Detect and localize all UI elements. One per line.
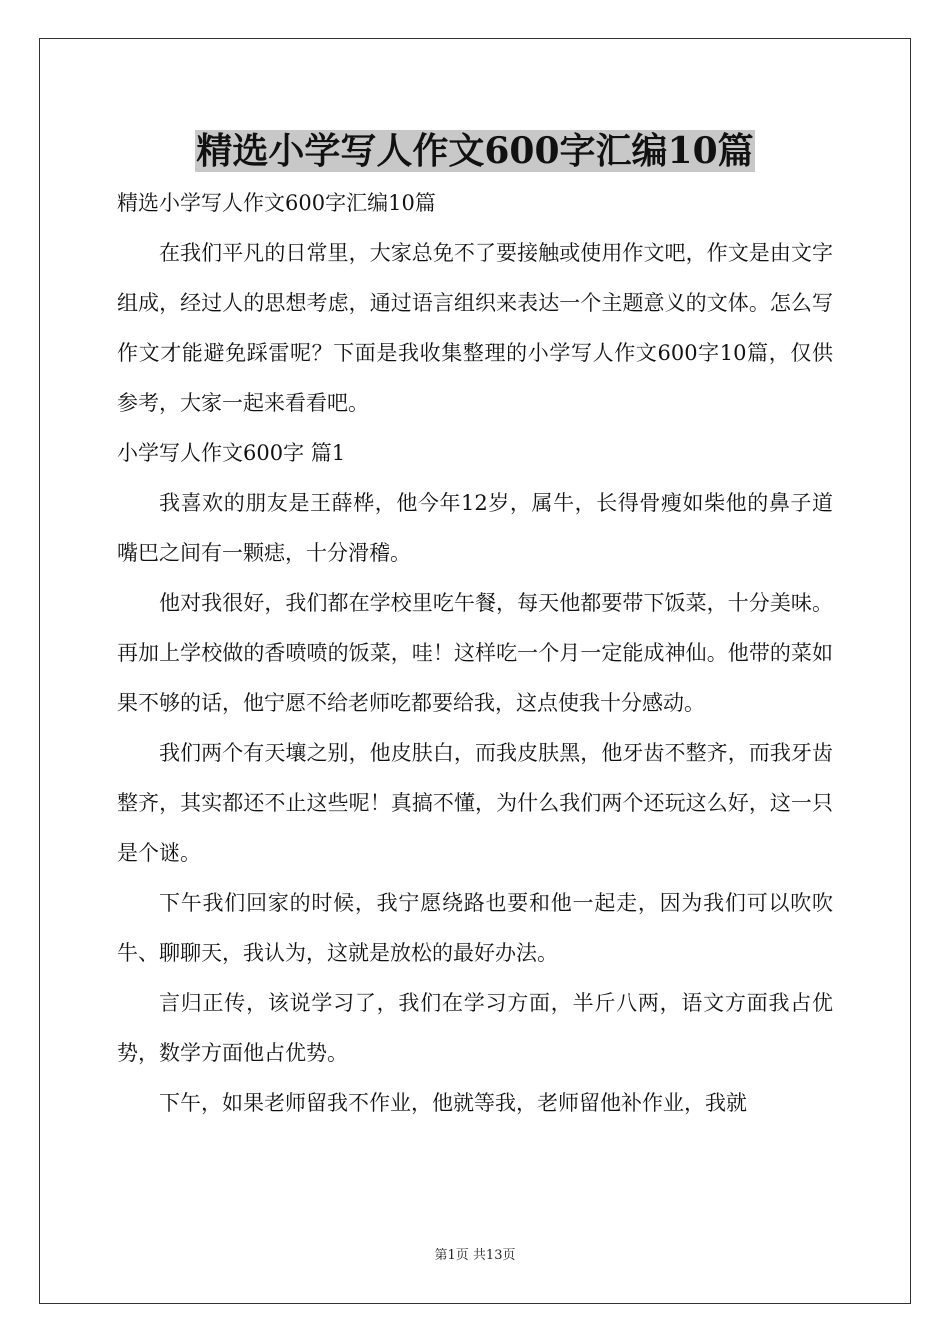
document-title-text: 精选小学写人作文600字汇编10篇 xyxy=(196,130,754,172)
subtitle-line: 精选小学写人作文600字汇编10篇 xyxy=(117,191,436,215)
body-paragraph: 言归正传，该说学习了，我们在学习方面，半斤八两，语文方面我占优势，数学方面他占优势。 xyxy=(117,991,833,1065)
body-paragraph: 我们两个有天壤之别，他皮肤白，而我皮肤黑，他牙齿不整齐，而我牙齿整齐，其实都还不止这些呢！真搞不懂，为什么我们两个还玩这么好，这一只是个谜。 xyxy=(117,741,833,865)
body-paragraph: 他对我很好，我们都在学校里吃午餐，每天他都要带下饭菜，十分美味。再加上学校做的香喷喷的饭菜，哇！这样吃一个月一定能成神仙。他带的菜如果不够的话，他宁愿不给老师吃都要给我，这点使我十分感动。 xyxy=(117,591,833,715)
body-paragraph: 下午，如果老师留我不作业，他就等我，老师留他补作业，我就 xyxy=(159,1091,747,1115)
intro-paragraph: 在我们平凡的日常里，大家总免不了要接触或使用作文吧，作文是由文字组成，经过人的思想考虑，通过语言组织来表达一个主题意义的文体。怎么写作文才能避免踩雷呢？下面是我收集整理的小学写人作文600字10篇，仅供参考，大家一起来看看吧。 xyxy=(117,241,833,415)
document-title xyxy=(0,124,950,178)
section-heading: 小学写人作文600字 篇1 xyxy=(117,441,346,465)
document-body xyxy=(117,178,833,1128)
page-indicator: 第1页 共13页 xyxy=(434,1248,516,1263)
body-paragraph: 下午我们回家的时候，我宁愿绕路也要和他一起走，因为我们可以吹吹牛、聊聊天，我认为，这就是放松的最好办法。 xyxy=(117,891,833,965)
body-paragraph: 我喜欢的朋友是王薛桦，他今年12岁，属牛，长得骨瘦如柴他的鼻子道嘴巴之间有一颗痣，十分滑稽。 xyxy=(117,491,833,565)
page-footer xyxy=(0,1247,950,1265)
